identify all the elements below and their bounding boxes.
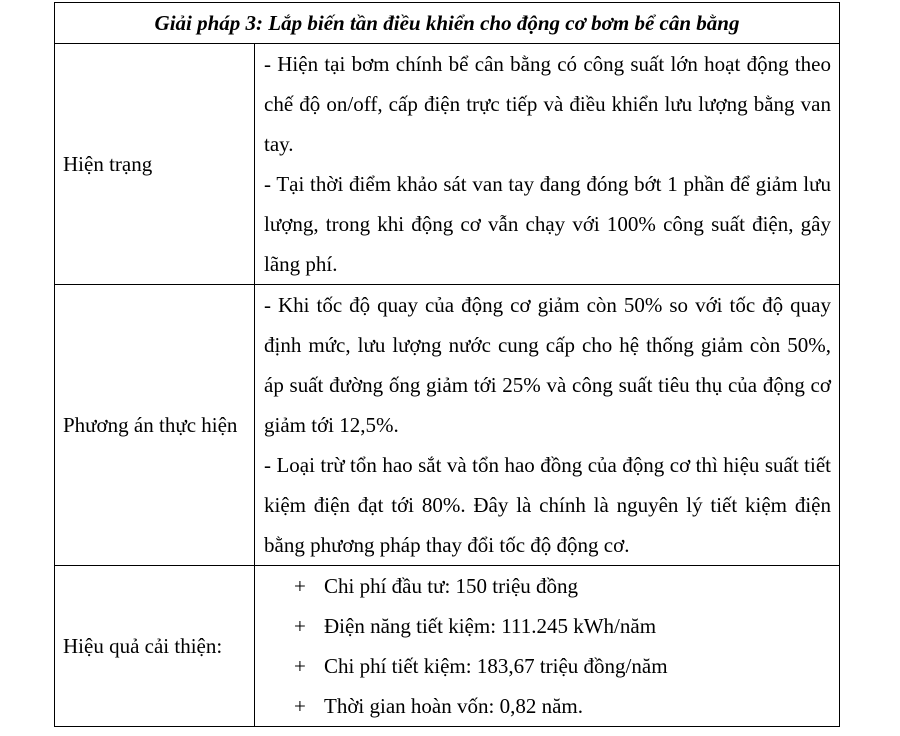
- status-paragraph-2: - Tại thời điểm khảo sát van tay đang đóng bớt 1 phần để giảm lưu lượng, trong khi động cơ vẫn chạy với 100% công suất điện, gây lãng phí.: [264, 172, 831, 276]
- plan-label: Phương án thực hiện: [55, 285, 255, 566]
- list-item: [294, 566, 831, 606]
- result-row: [55, 566, 840, 727]
- status-paragraph-1: - Hiện tại bơm chính bể cân bằng có công suất lớn hoạt động theo chế độ on/off, cấp điện trực tiếp và điều khiển lưu lượng bằng van tay.: [264, 52, 831, 156]
- plus-icon: +: [294, 694, 306, 718]
- plan-row: [55, 285, 840, 566]
- status-label: Hiện trạng: [55, 44, 255, 285]
- list-item-text: Chi phí đầu tư: 150 triệu đồng: [324, 574, 579, 598]
- status-content: [255, 44, 840, 285]
- table-title: Giải pháp 3: Lắp biến tần điều khiển cho động cơ bơm bể cân bằng: [55, 3, 840, 44]
- result-label: Hiệu quả cải thiện:: [55, 566, 255, 727]
- plus-icon: +: [294, 654, 306, 678]
- plus-icon: +: [294, 614, 306, 638]
- list-item-text: Điện năng tiết kiệm: 111.245 kWh/năm: [324, 614, 657, 638]
- list-item: [294, 606, 831, 646]
- plan-paragraph-1: - Khi tốc độ quay của động cơ giảm còn 50% so với tốc độ quay định mức, lưu lượng nước cung cấp cho hệ thống giảm còn 50%, áp suất đường ống giảm tới 25% và công suất tiêu thụ của động cơ giảm tới 12,5%.: [264, 293, 831, 437]
- result-list: [264, 566, 831, 726]
- plan-content: [255, 285, 840, 566]
- list-item: [294, 646, 831, 686]
- plus-icon: +: [294, 574, 306, 598]
- status-row: [55, 44, 840, 285]
- solution-table: [54, 2, 840, 727]
- title-row: [55, 3, 840, 44]
- list-item-text: Chi phí tiết kiệm: 183,67 triệu đồng/năm: [324, 654, 668, 678]
- result-content: [255, 566, 840, 727]
- plan-paragraph-2: - Loại trừ tổn hao sắt và tổn hao đồng của động cơ thì hiệu suất tiết kiệm điện đạt tới 80%. Đây là chính là nguyên lý tiết kiệm điện bằng phương pháp thay đổi tốc độ động cơ.: [264, 453, 831, 557]
- list-item-text: Thời gian hoàn vốn: 0,82 năm.: [324, 694, 583, 718]
- list-item: [294, 686, 831, 726]
